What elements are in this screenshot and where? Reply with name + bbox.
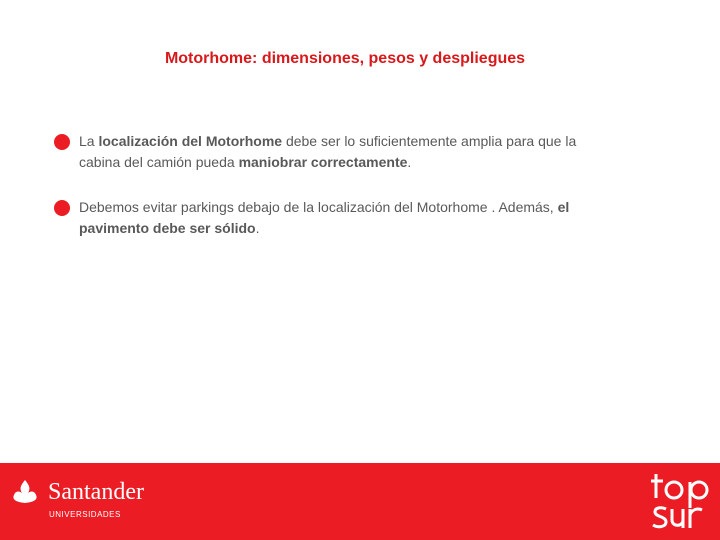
bullet-dot-icon (54, 134, 70, 150)
santander-brand-text: Santander (48, 479, 144, 505)
topsur-logo-icon (650, 468, 714, 536)
topsur-logo (650, 468, 714, 536)
footer-bar (0, 463, 720, 540)
santander-flame-icon (8, 479, 42, 505)
santander-sub-text: UNIVERSIDADES (49, 510, 121, 519)
bullet-dot-icon (54, 200, 70, 216)
bullet-list (54, 131, 614, 263)
bullet-text: Debemos evitar parkings debajo de la localización del Motorhome . Además, el pavimento debe ser sólido. (79, 199, 570, 236)
bullet-item (54, 131, 614, 173)
slide-title: Motorhome: dimensiones, pesos y despliegues (164, 50, 526, 67)
bullet-item (54, 197, 614, 239)
bullet-text: La localización del Motorhome debe ser lo suficientemente amplia para que la cabina del camión pueda maniobrar correctamente. (79, 133, 577, 170)
